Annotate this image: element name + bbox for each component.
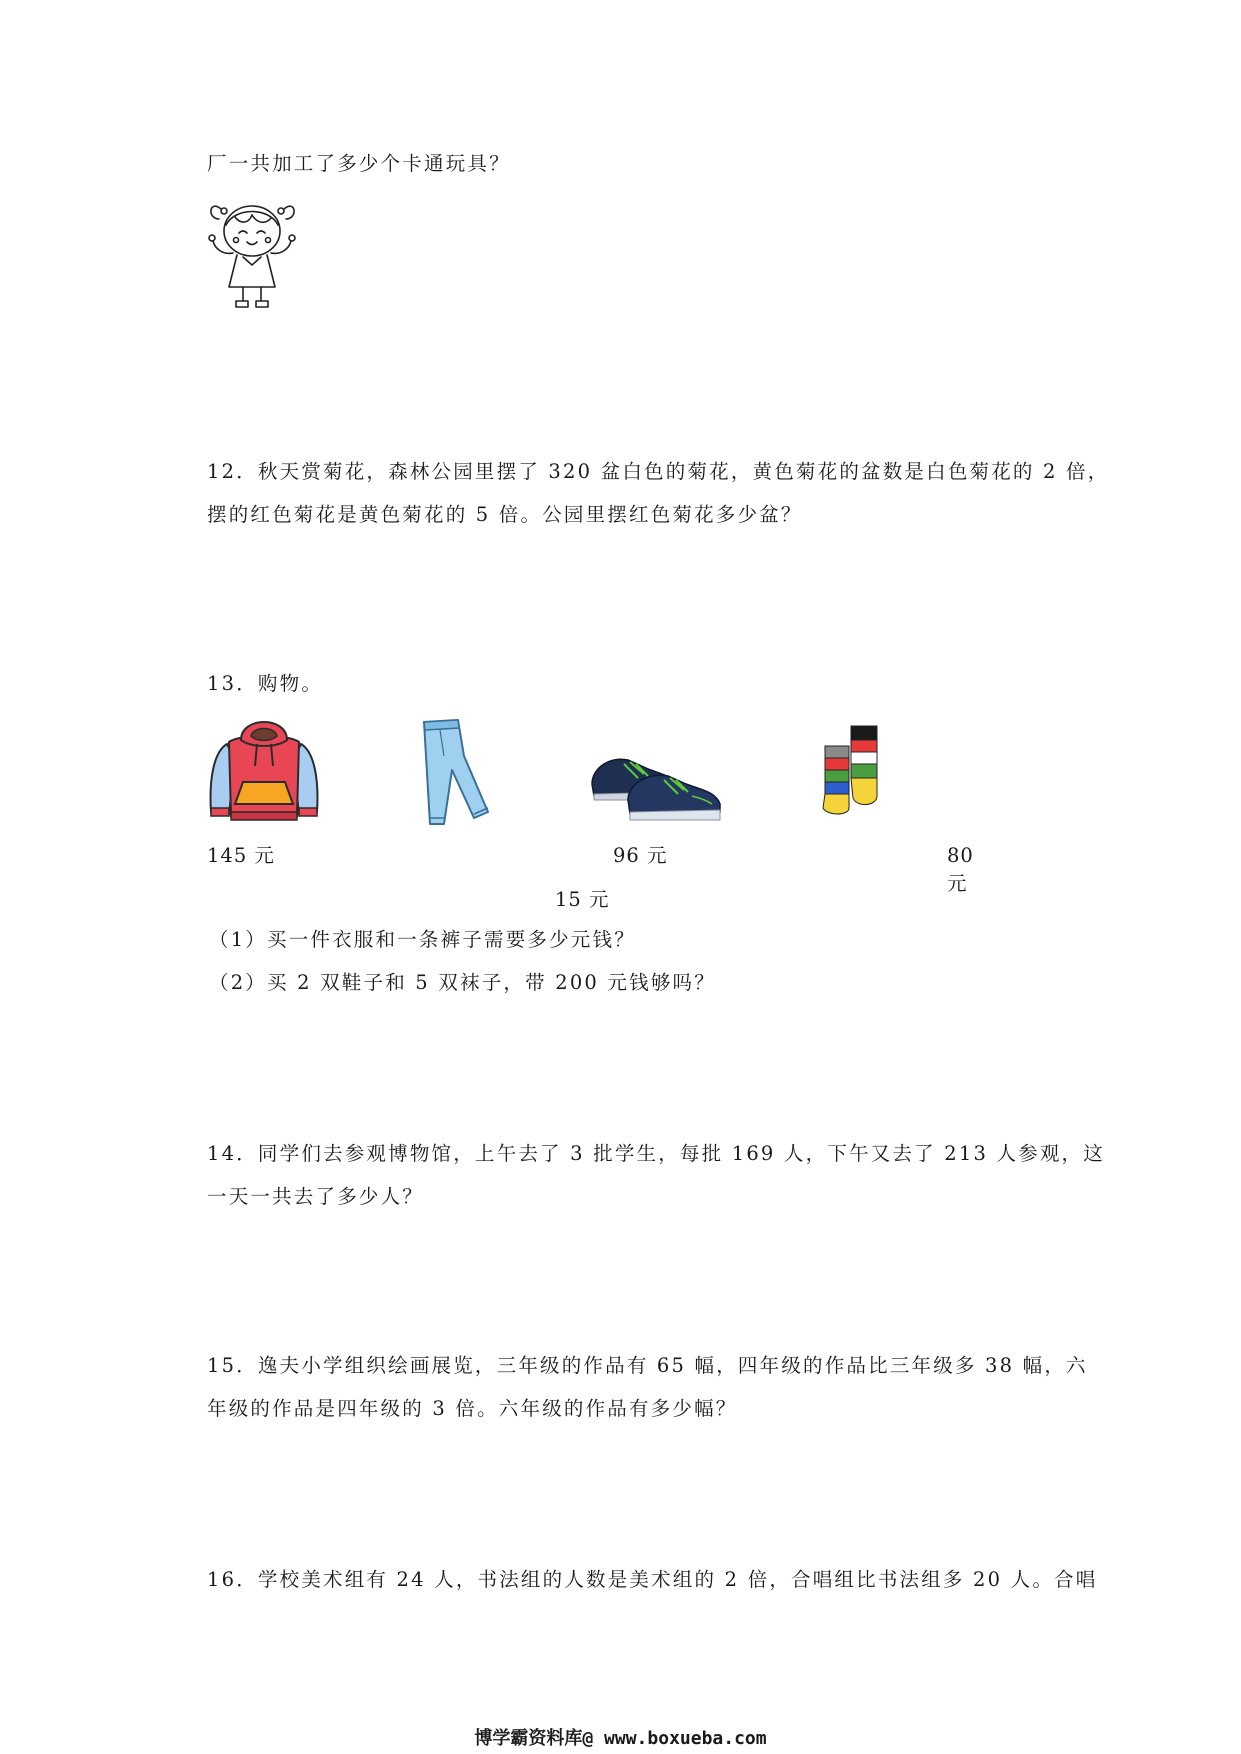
question-14-line-2: 一天一共去了多少人？ bbox=[207, 1185, 425, 1208]
question-14-line-1: 14．同学们去参观博物馆，上午去了 3 批学生，每批 169 人，下午又去了 213 人参观，这 bbox=[207, 1142, 1105, 1165]
footer-watermark: 博学霸资料库@ www.boxueba.com bbox=[474, 1728, 767, 1749]
question-16-line-1: 16．学校美术组有 24 人，书法组的人数是美术组的 2 倍，合唱组比书法组多 20 人。合唱 bbox=[207, 1568, 1098, 1591]
jeans-price-text: 80 元 bbox=[947, 844, 974, 895]
question-13-title: 13．购物。 bbox=[207, 672, 324, 695]
jeans-price bbox=[947, 842, 977, 898]
question-12-line-2: 摆的红色菊花是黄色菊花的 5 倍。公园里摆红色菊花多少盆？ bbox=[207, 503, 803, 526]
cartoon-girl-icon bbox=[205, 195, 300, 313]
jeans-icon bbox=[418, 716, 498, 828]
sneakers-icon bbox=[588, 738, 724, 828]
socks-price: 15 元 bbox=[555, 888, 610, 911]
hoodie-price: 145 元 bbox=[207, 844, 275, 867]
question-15-line-1: 15．逸夫小学组织绘画展览，三年级的作品有 65 幅，四年级的作品比三年级多 38 幅，六 bbox=[207, 1354, 1088, 1377]
question-15-line-2: 年级的作品是四年级的 3 倍。六年级的作品有多少幅？ bbox=[207, 1397, 738, 1420]
question-11-continuation: 厂一共加工了多少个卡通玩具？ bbox=[207, 152, 511, 175]
question-13-sub-1: （1）买一件衣服和一条裤子需要多少元钱？ bbox=[209, 928, 636, 951]
socks-icon bbox=[817, 722, 897, 818]
hoodie-icon bbox=[205, 712, 323, 824]
question-12-line-1: 12．秋天赏菊花，森林公园里摆了 320 盆白色的菊花，黄色菊花的盆数是白色菊花的 2 倍， bbox=[207, 460, 1110, 483]
question-13-sub-2: （2）买 2 双鞋子和 5 双袜子，带 200 元钱够吗？ bbox=[209, 971, 716, 994]
sneakers-price: 96 元 bbox=[613, 844, 668, 867]
